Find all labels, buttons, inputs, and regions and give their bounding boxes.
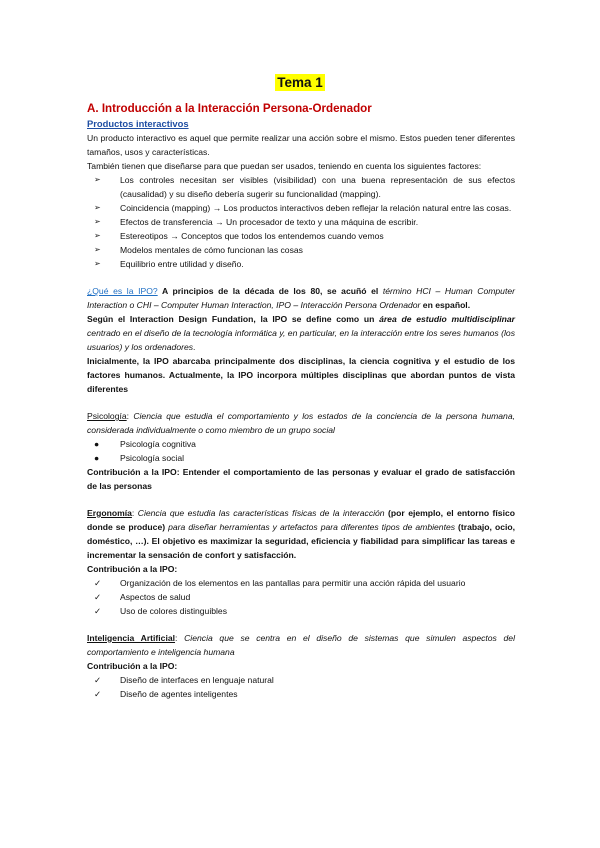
- bullet-icon: ●: [94, 439, 100, 449]
- subsection-heading: Productos interactivos: [87, 118, 189, 129]
- psicologia-contribution: Contribución a la IPO: Entender el comportamiento de las personas y evaluar el grado de satisfacción de las personas: [87, 467, 515, 491]
- ia-list: [87, 673, 515, 701]
- intro-paragraph: Un producto interactivo es aquel que permite realizar una acción sobre el mismo. Estos pueden tener diferentes tamaños, usos y características.: [87, 133, 515, 157]
- list-item: ✓ Organización de los elementos en las pantallas para permitir una acción rápida del usuario: [94, 578, 466, 588]
- factors-intro: También tienen que diseñarse para que puedan ser usados, teniendo en cuenta los siguientes factores:: [87, 161, 482, 171]
- bullet-icon: ●: [94, 453, 100, 463]
- ipo-history: Inicialmente, la IPO abarcaba principalmente dos disciplinas, la ciencia cognitiva y el estudio de los factores humanos. Actualmente, la IPO incorpora múltiples disciplinas que abordan puntos de vista diferentes: [87, 356, 515, 394]
- list-item: ● Psicología cognitiva: [94, 439, 196, 449]
- ipo-paragraph: ¿Qué es la IPO? A principios de la década de los 80, se acuñó el término HCI – Human Computer Interaction o CHI – Computer Human Interaction, IPO – Interacción Persona Ordenador en español.: [87, 286, 515, 310]
- psicologia-label: Psicología: [87, 411, 127, 421]
- arrow-bullet-icon: ➢: [94, 217, 101, 226]
- list-item: ➢ Equilibrio entre utilidad y diseño.: [94, 259, 244, 269]
- document-body: [87, 101, 515, 701]
- list-item: ✓ Diseño de interfaces en lenguaje natural: [94, 675, 274, 685]
- list-item: ✓ Aspectos de salud: [94, 592, 191, 602]
- section-heading: A. Introducción a la Interacción Persona-Ordenador: [87, 102, 372, 115]
- arrow-bullet-icon: ➢: [94, 245, 101, 254]
- ia-contribution-label: Contribución a la IPO:: [87, 661, 178, 671]
- list-item: ➢ Efectos de transferencia → Un procesador de texto y una máquina de escribir.: [94, 217, 419, 227]
- check-icon: ✓: [94, 606, 102, 616]
- check-icon: ✓: [94, 592, 102, 602]
- ipo-definition: Según el Interaction Design Fundation, la IPO se define como un área de estudio multidisciplinar centrado en el diseño de la tecnología informática y, en particular, en la interacción entre los seres humanos (los usuarios) y los ordenadores.: [87, 314, 515, 352]
- check-icon: ✓: [94, 675, 102, 685]
- ipo-question-link[interactable]: ¿Qué es la IPO?: [87, 286, 158, 296]
- list-item: ➢ Modelos mentales de cómo funcionan las cosas: [94, 245, 303, 255]
- arrow-bullet-icon: ➢: [94, 175, 101, 184]
- ergonomia-label: Ergonomía: [87, 508, 132, 518]
- list-item: ➢ Coincidencia (mapping) → Los productos interactivos deben reflejar la relación natural entre las cosas.: [94, 203, 512, 213]
- ergonomia-definition: Ergonomía: Ciencia que estudia las características físicas de la interacción (por ejemplo, el entorno físico donde se produce) para diseñar herramientas y artefactos para diferentes tipos de ambientes (trabajo, ocio, doméstico, …). El objetivo es maximizar la seguridad, eficiencia y fiabilidad para simplificar las tareas e incrementar la sensación de confort y satisfacción.: [87, 508, 516, 560]
- psicologia-definition: Psicología: Ciencia que estudia el comportamiento y los estados de la conciencia de la persona humana, considerada individualmente o como miembro de un grupo social: [87, 411, 515, 435]
- check-icon: ✓: [94, 689, 102, 699]
- factors-list: [87, 173, 515, 271]
- arrow-bullet-icon: ➢: [94, 203, 101, 212]
- ergonomia-contribution-label: Contribución a la IPO:: [87, 564, 178, 574]
- list-item: ● Psicología social: [94, 453, 185, 463]
- list-item: ➢ Estereotipos → Conceptos que todos los entendemos cuando vemos: [94, 231, 384, 241]
- list-item: ✓ Diseño de agentes inteligentes: [94, 689, 238, 699]
- arrow-bullet-icon: ➢: [94, 231, 101, 240]
- psicologia-list: [87, 437, 515, 465]
- list-item: ✓ Uso de colores distinguibles: [94, 606, 228, 616]
- ia-definition: Inteligencia Artificial: Ciencia que se centra en el diseño de sistemas que simulen aspectos del comportamiento e inteligencia humana: [87, 633, 515, 657]
- list-item: ➢ Los controles necesitan ser visibles (visibilidad) con una buena representación de sus efectos (causalidad) y su diseño debería sugerir su funcionalidad (mapping).: [94, 175, 515, 199]
- ergonomia-list: [87, 576, 515, 618]
- document-title: Tema 1: [277, 75, 323, 90]
- arrow-bullet-icon: ➢: [94, 259, 101, 268]
- check-icon: ✓: [94, 578, 102, 588]
- ia-label: Inteligencia Artificial: [87, 633, 176, 643]
- title-container: [0, 74, 600, 92]
